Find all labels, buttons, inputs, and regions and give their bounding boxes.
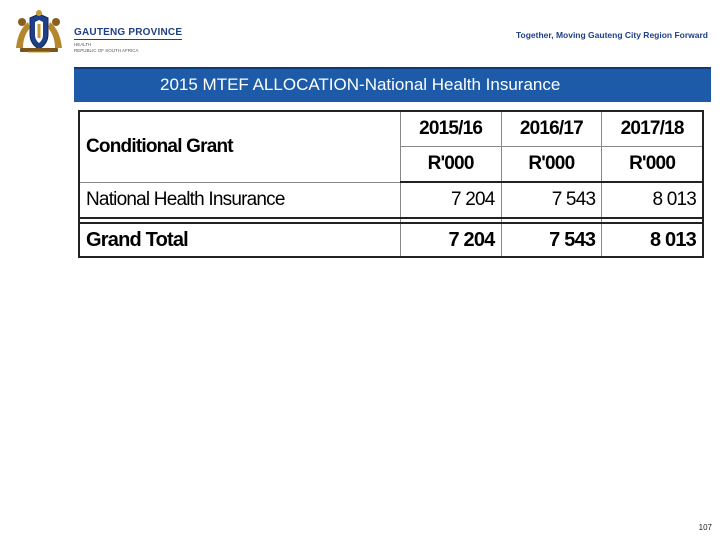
column-header-conditional-grant: Conditional Grant	[79, 111, 400, 182]
coat-of-arms-icon	[8, 8, 70, 54]
row-value: 7 204	[400, 182, 501, 218]
column-unit: R'000	[501, 147, 602, 183]
brand-block	[74, 27, 182, 53]
row-label: National Health Insurance	[79, 182, 400, 218]
title-bar	[74, 67, 711, 102]
country-name: REPUBLIC OF SOUTH AFRICA	[74, 48, 139, 53]
column-header-year: 2016/17	[501, 111, 602, 147]
allocation-table	[78, 110, 704, 258]
row-value: 7 543	[501, 182, 602, 218]
total-value: 8 013	[602, 223, 703, 257]
row-value: 8 013	[602, 182, 703, 218]
total-value: 7 543	[501, 223, 602, 257]
table-row	[79, 182, 703, 218]
page-number: 107	[698, 523, 712, 532]
department-name: HEALTH	[74, 42, 92, 47]
slide-title: 2015 MTEF ALLOCATION-National Health Insurance	[160, 75, 561, 94]
column-header-year: 2017/18	[602, 111, 703, 147]
column-header-year: 2015/16	[400, 111, 501, 147]
table-total-row	[79, 223, 703, 257]
total-label: Grand Total	[79, 223, 400, 257]
slide-header	[0, 0, 720, 60]
column-unit: R'000	[602, 147, 703, 183]
tagline: Together, Moving Gauteng City Region Forward	[515, 30, 708, 40]
table-header-row-years	[79, 111, 703, 147]
column-unit: R'000	[400, 147, 501, 183]
brand-name: GAUTENG PROVINCE	[74, 27, 183, 38]
total-value: 7 204	[400, 223, 501, 257]
